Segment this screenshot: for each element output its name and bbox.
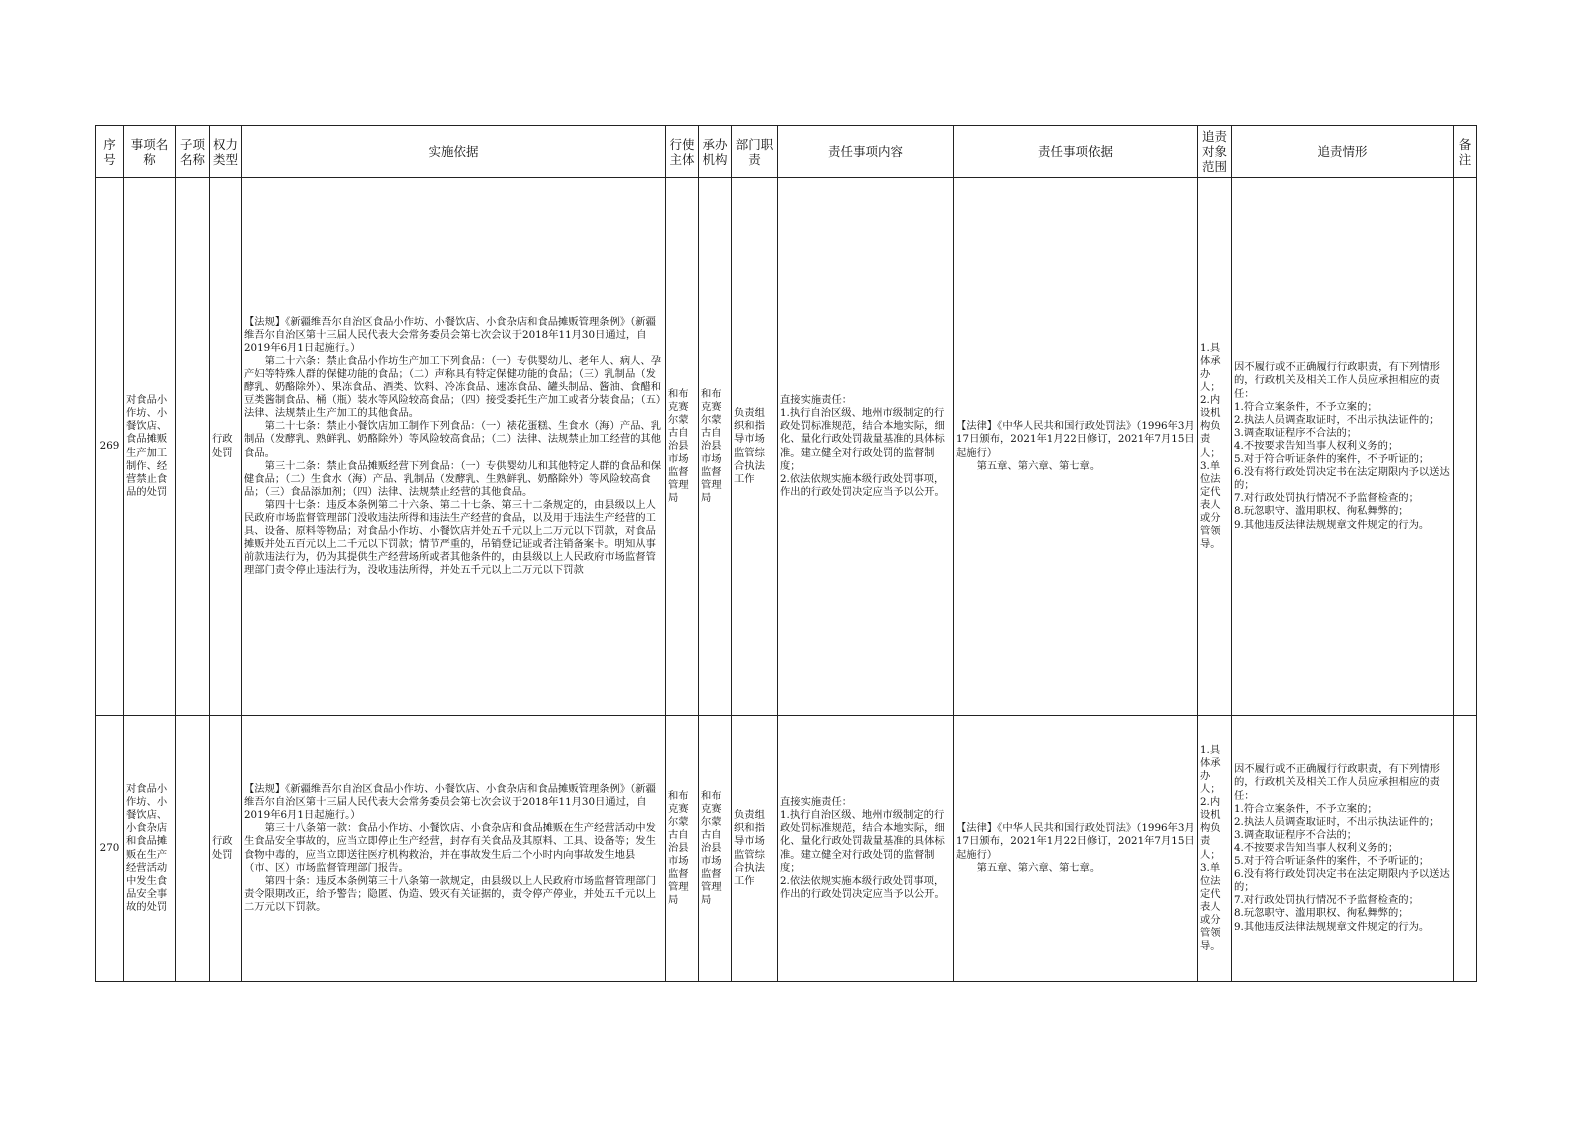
implementation-basis-line: 第四十七条：违反本条例第二十六条、第二十七条、第三十二条规定的，由县级以上人民政府市场监督管理部门没收违法所得和违法生产经营的食品，以及用于违法生产经营的工具、设备、原料等物品；对食品小作坊、小餐饮店并处五千元以上二万元以下罚款，对食品摊贩并处五百元以上二千元以下罚款；情节严重的，吊销登记证或者注销备案卡。明知从事前款违法行为，仍为其提供生产经营场所或者其他条件的，由县级以上人民政府市场监督管理部门责令停止违法行为，没收违法所得，并处五千元以上二万元以下罚款	[244, 498, 656, 577]
accountability-cases-line: 因不履行或不正确履行行政职责，有下列情形的，行政机关及相关工作人员应承担相应的责任：	[1234, 763, 1440, 802]
item-name: 对食品小作坊、小餐饮店、小食杂店和食品摊贩在生产经营活动中发生食品安全事故的处罚	[124, 716, 176, 982]
table-header-row	[96, 126, 1477, 178]
department-duty: 负责组织和指导市场监管综合执法工作	[732, 716, 778, 982]
accountability-cases-line: 6.没有将行政处罚决定书在法定期限内予以送达的；	[1234, 868, 1450, 894]
accountability-cases-line: 9.其他违反法律法规规章文件规定的行为。	[1234, 920, 1430, 933]
accountability-cases-line: 1.符合立案条件，不予立案的；	[1234, 400, 1378, 413]
responsibility-content-line: 直接实施责任：	[780, 796, 853, 809]
header-sub-item: 子项名称	[176, 126, 210, 178]
row-no: 270	[96, 716, 124, 982]
table-row	[96, 178, 1477, 716]
header-duty: 部门职责	[732, 126, 778, 178]
responsibility-content-line: 2.依法依规实施本级行政处罚事项，作出的行政处罚决定应当予以公开。	[780, 472, 945, 498]
responsibility-basis-line: 第五章、第六章、第七章。	[976, 861, 1101, 874]
implementation-basis-line: 【法规】《新疆维吾尔自治区食品小作坊、小餐饮店、小食杂店和食品摊贩管理条例》（新疆维吾尔自治区第十三届人民代表大会常务委员会第七次会议于2018年11月30日通过，自2019年6月1日起施行。）	[244, 315, 656, 354]
responsibility-content	[778, 716, 954, 982]
accountability-scope-line: 2.内设机构负责人；	[1200, 394, 1221, 459]
responsibility-basis-line: 第五章、第六章、第七章。	[976, 459, 1101, 472]
accountability-cases-line: 4.不按要求告知当事人权利义务的；	[1234, 841, 1399, 854]
header-subject: 行使主体	[666, 126, 699, 178]
accountability-cases-line: 因不履行或不正确履行行政职责，有下列情形的，行政机关及相关工作人员应承担相应的责任：	[1234, 361, 1440, 400]
accountability-scope	[1198, 716, 1232, 982]
accountability-scope-line: 1.具体承办人；	[1200, 341, 1221, 394]
accountability-cases-line: 2.执法人员调查取证时，不出示执法证件的；	[1234, 413, 1440, 426]
header-basis: 实施依据	[242, 126, 666, 178]
exercise-subject: 和布克赛尔蒙古自治县市场监督管理局	[666, 178, 699, 716]
item-name: 对食品小作坊、小餐饮店、食品摊贩生产加工制作、经营禁止食品的处罚	[124, 178, 176, 716]
table-row	[96, 716, 1477, 982]
sub-item-name	[176, 716, 210, 982]
remark	[1454, 716, 1477, 982]
implementation-basis-line: 第四十条：违反本条例第三十八条第一款规定，由县级以上人民政府市场监督管理部门责令限期改正，给予警告；隐匿、伪造、毁灭有关证据的，责令停产停业，并处五千元以上二万元以下罚款。	[244, 874, 656, 913]
header-office: 承办机构	[699, 126, 732, 178]
responsibility-content-line: 2.依法依规实施本级行政处罚事项，作出的行政处罚决定应当予以公开。	[780, 874, 945, 900]
header-scope: 追责对象范围	[1198, 126, 1232, 178]
accountability-cases-line: 1.符合立案条件，不予立案的；	[1234, 802, 1378, 815]
accountability-cases-line: 7.对行政处罚执行情况不予监督检查的；	[1234, 894, 1419, 907]
implementation-basis-line: 第二十七条：禁止小餐饮店加工制作下列食品：（一）裱花蛋糕、生食水（海）产品、乳制品（发酵乳、熟鲜乳、奶酪除外）等风险较高食品；（二）法律、法规禁止加工经营的其他食品。	[244, 420, 662, 459]
accountability-cases-line: 4.不按要求告知当事人权利义务的；	[1234, 439, 1399, 452]
exercise-subject: 和布克赛尔蒙古自治县市场监督管理局	[666, 716, 699, 982]
accountability-cases	[1232, 178, 1454, 716]
implementation-basis-line: 第三十二条：禁止食品摊贩经营下列食品：（一）专供婴幼儿和其他特定人群的食品和保健食品；（二）生食水（海）产品、乳制品（发酵乳、生熟鲜乳、奶酪除外）等风险较高食品；（三）食品添加剂；（四）法律、法规禁止经营的其他食品。	[244, 459, 662, 498]
accountability-scope-line: 3.单位法定代表人或分管领导。	[1200, 861, 1221, 953]
accountability-scope-line: 3.单位法定代表人或分管领导。	[1200, 459, 1221, 551]
power-type: 行政处罚	[210, 716, 242, 982]
responsibility-content-line: 直接实施责任：	[780, 394, 853, 407]
responsibility-basis-line: 【法律】《中华人民共和国行政处罚法》（1996年3月17日颁布，2021年1月22日修订，2021年7月15日起施行）	[956, 420, 1195, 459]
accountability-cases-line: 2.执法人员调查取证时，不出示执法证件的；	[1234, 815, 1440, 828]
accountability-scope	[1198, 178, 1232, 716]
header-power-type: 权力类型	[210, 126, 242, 178]
row-no: 269	[96, 178, 124, 716]
accountability-cases-line: 5.对于符合听证条件的案件，不予听证的；	[1234, 855, 1430, 868]
header-cases: 追责情形	[1232, 126, 1454, 178]
department-duty: 负责组织和指导市场监管综合执法工作	[732, 178, 778, 716]
sub-item-name	[176, 178, 210, 716]
implementation-basis-line: 【法规】《新疆维吾尔自治区食品小作坊、小餐饮店、小食杂店和食品摊贩管理条例》（新疆维吾尔自治区第十三届人民代表大会常务委员会第七次会议于2018年11月30日通过，自2019年6月1日起施行。）	[244, 783, 656, 822]
implementation-basis-line: 第二十六条：禁止食品小作坊生产加工下列食品：（一）专供婴幼儿、老年人、病人、孕产妇等特殊人群的保健功能的食品；（二）声称具有特定保健功能的食品；（三）乳制品（发酵乳、奶酪除外）、果冻食品、酒类、饮料、冷冻食品、速冻食品、罐头制品、酱油、食醋和豆类酱制食品、桶（瓶）装水等风险较高食品；（四）接受委托生产加工或者分装食品；（五）法律、法规禁止生产加工的其他食品。	[244, 354, 662, 420]
responsibility-content-line: 1.执行自治区级、地州市级制定的行政处罚标准规范，结合本地实际，细化、量化行政处罚裁量基准的具体标准。建立健全对行政处罚的监督制度；	[780, 809, 945, 874]
responsibility-basis-line: 【法律】《中华人民共和国行政处罚法》（1996年3月17日颁布，2021年1月22日修订，2021年7月15日起施行）	[956, 822, 1195, 861]
remark	[1454, 178, 1477, 716]
header-remark: 备注	[1454, 126, 1477, 178]
accountability-cases-line: 5.对于符合听证条件的案件，不予听证的；	[1234, 453, 1430, 466]
undertaking-office: 和布克赛尔蒙古自治县市场监督管理局	[699, 178, 732, 716]
accountability-cases-line: 9.其他违反法律法规规章文件规定的行为。	[1234, 518, 1430, 531]
power-list-table	[95, 125, 1477, 982]
power-type: 行政处罚	[210, 178, 242, 716]
accountability-cases-line: 6.没有将行政处罚决定书在法定期限内予以送达的；	[1234, 466, 1450, 492]
undertaking-office: 和布克赛尔蒙古自治县市场监督管理局	[699, 716, 732, 982]
responsibility-basis	[954, 178, 1198, 716]
accountability-scope-line: 2.内设机构负责人；	[1200, 796, 1221, 861]
accountability-cases-line: 3.调查取证程序不合法的；	[1234, 426, 1358, 439]
header-no: 序号	[96, 126, 124, 178]
implementation-basis	[242, 716, 666, 982]
accountability-cases-line: 3.调查取证程序不合法的；	[1234, 828, 1358, 841]
header-content-basis: 责任事项依据	[954, 126, 1198, 178]
accountability-cases-line: 8.玩忽职守、滥用职权、徇私舞弊的；	[1234, 505, 1409, 518]
implementation-basis-line: 第三十八条第一款：食品小作坊、小餐饮店、小食杂店和食品摊贩在生产经营活动中发生食品安全事故的，应当立即停止生产经营，封存有关食品及其原料、工具、设备等；发生食物中毒的，应当立即送往医疗机构救治，并在事故发生后二个小时内向事故发生地县（市、区）市场监督管理部门报告。	[244, 822, 656, 874]
implementation-basis	[242, 178, 666, 716]
accountability-scope-line: 1.具体承办人；	[1200, 743, 1221, 796]
responsibility-basis	[954, 716, 1198, 982]
header-item-name: 事项名称	[124, 126, 176, 178]
accountability-cases	[1232, 716, 1454, 982]
header-content: 责任事项内容	[778, 126, 954, 178]
responsibility-content	[778, 178, 954, 716]
accountability-cases-line: 8.玩忽职守、滥用职权、徇私舞弊的；	[1234, 907, 1409, 920]
responsibility-content-line: 1.执行自治区级、地州市级制定的行政处罚标准规范，结合本地实际，细化、量化行政处罚裁量基准的具体标准。建立健全对行政处罚的监督制度；	[780, 407, 945, 472]
accountability-cases-line: 7.对行政处罚执行情况不予监督检查的；	[1234, 492, 1419, 505]
